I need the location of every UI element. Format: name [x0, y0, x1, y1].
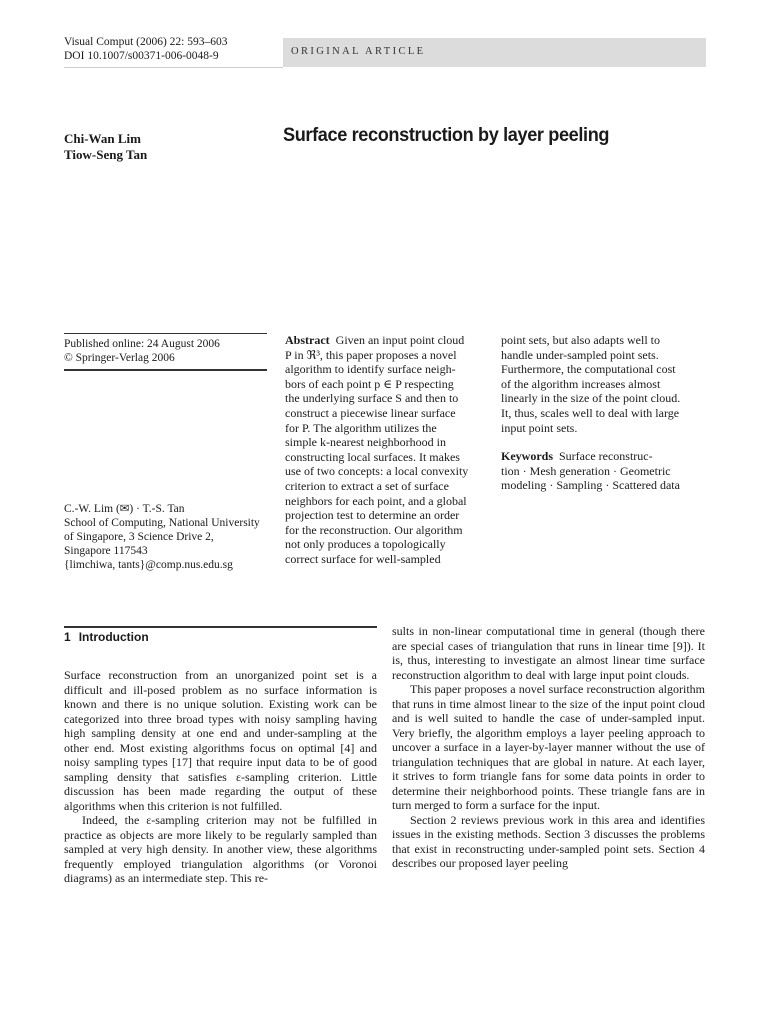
abstract-line: point sets, but also adapts well to	[501, 333, 660, 347]
article-type-label: ORIGINAL ARTICLE	[291, 46, 426, 57]
abstract-column-2	[501, 333, 711, 493]
abstract-line: bors of each point p ∈ P respecting	[285, 376, 454, 391]
published-rule-bottom	[64, 369, 267, 371]
section-heading	[64, 630, 149, 644]
abstract-line: the underlying surface S and then to	[285, 391, 459, 406]
keywords-line: Keywords Surface reconstruc-	[501, 449, 653, 464]
keywords-line: tion · Mesh generation · Geometric	[501, 463, 671, 478]
affiliation	[64, 502, 260, 572]
publication-info	[64, 337, 220, 365]
abstract-line: input point sets.	[501, 420, 578, 435]
header-rule	[64, 67, 283, 68]
abstract-line: not only produces a topologically	[285, 537, 446, 552]
contact-email[interactable]: {limchiwa, tants}@comp.nus.edu.sg	[64, 559, 233, 571]
abstract-line: use of two concepts: a local convexity	[285, 464, 469, 479]
abstract-line: of the algorithm increases almost	[501, 376, 661, 391]
published-rule-top	[64, 333, 267, 334]
affiliation-line: Singapore 117543	[64, 545, 148, 557]
abstract-line: Abstract Given an input point cloud	[285, 333, 465, 347]
abstract-line: for the reconstruction. Our algorithm	[285, 522, 463, 537]
abstract-line: projection test to determine an order	[285, 508, 460, 523]
author-name: Chi-Wan Lim	[64, 131, 141, 146]
body-paragraph: sults in non-linear computational time in general (though there are special cases of triangulation that runs in linear time [9]). It is, thus, interesting to investigate an almost linear time surface reconstruction algorithm to deal with large input point clouds.	[392, 624, 705, 682]
abstract-line: It, thus, scales well to deal with large	[501, 405, 680, 420]
keywords-line: modeling · Sampling · Scattered data	[501, 478, 680, 493]
copyright: © Springer-Verlag 2006	[64, 352, 175, 364]
abstract-line: Furthermore, the computational cost	[501, 362, 676, 377]
abstract-line: constructing local surfaces. It makes	[285, 449, 460, 464]
abstract-column-1	[285, 333, 493, 567]
body-paragraph: Indeed, the ε-sampling criterion may not be fulfilled in practice as objects are more likely to be regularly sampled than sampled at very high density. In another view, these algorithms frequently employed triangulation algorithms (or Voronoi diagrams) as an intermediate step. This re-	[64, 813, 377, 885]
published-date: Published online: 24 August 2006	[64, 338, 220, 350]
abstract-line: P in ℜ³, this paper proposes a novel	[285, 347, 457, 362]
author-name: Tiow-Seng Tan	[64, 147, 148, 162]
affiliation-line: of Singapore, 3 Science Drive 2,	[64, 531, 214, 543]
journal-reference	[64, 35, 228, 63]
affiliation-line: School of Computing, National University	[64, 517, 260, 529]
abstract-line: simple k-nearest neighborhood in	[285, 435, 446, 450]
keywords-block	[501, 449, 711, 493]
section-title: Introduction	[78, 630, 149, 644]
affiliation-authors: C.-W. Lim (✉) · T.-S. Tan	[64, 503, 185, 515]
paper-title: Surface reconstruction by layer peeling	[283, 124, 610, 146]
abstract-line: construct a piecewise linear surface	[285, 405, 456, 420]
body-column-left	[64, 668, 377, 886]
abstract-line: linearly in the size of the point cloud.	[501, 391, 681, 406]
section-rule	[64, 626, 377, 628]
abstract-line: correct surface for well-sampled	[285, 551, 441, 566]
author-list	[64, 131, 147, 163]
body-column-right	[392, 624, 705, 871]
journal-citation: Visual Comput (2006) 22: 593–603	[64, 36, 228, 48]
abstract-line: algorithm to identify surface neigh-	[285, 362, 456, 377]
section-number: 1	[64, 630, 71, 644]
body-paragraph: Section 2 reviews previous work in this area and identifies issues in the existing methods. Section 3 discusses the problems that exist in reconstructing under-sampled point sets. Section 4 describes our proposed layer peeling	[392, 812, 705, 870]
body-paragraph: This paper proposes a novel surface reconstruction algorithm that runs in time almost linear to the size of the input point cloud and is well suited to handle the case of under-sampled input. Very briefly, the algorithm employs a layer peeling approach to uncover a surface in a layer-by-layer manner without the use of triangulation techniques that are global in nature. At each layer, it strives to form triangle fans for some data points in order to determine their neighborhood points. These triangle fans are in turn merged to form a surface for the input.	[392, 682, 705, 812]
abstract-line: criterion to extract a set of surface	[285, 478, 449, 493]
abstract-line: handle under-sampled point sets.	[501, 347, 659, 362]
body-paragraph: Surface reconstruction from an unorganized point set is a difficult and ill-posed problem as no surface information is known and there is no unique solution. Existing work can be categorized into three broad types with noisy sampling having high sampling density at one end and under-sampling at the other end. Most existing algorithms focus on optimal [4] and noisy sampling types [17] that require input data to be of good sampling density that satisfies ε-sampling criterion. Little discussion has been made regarding the output of these algorithms when this criterion is not fulfilled.	[64, 668, 377, 813]
keywords-label: Keywords	[501, 449, 553, 464]
abstract-label: Abstract	[285, 333, 330, 347]
doi: DOI 10.1007/s00371-006-0048-9	[64, 50, 219, 62]
abstract-line: for P. The algorithm utilizes the	[285, 420, 437, 435]
abstract-line: neighbors for each point, and a global	[285, 493, 467, 508]
